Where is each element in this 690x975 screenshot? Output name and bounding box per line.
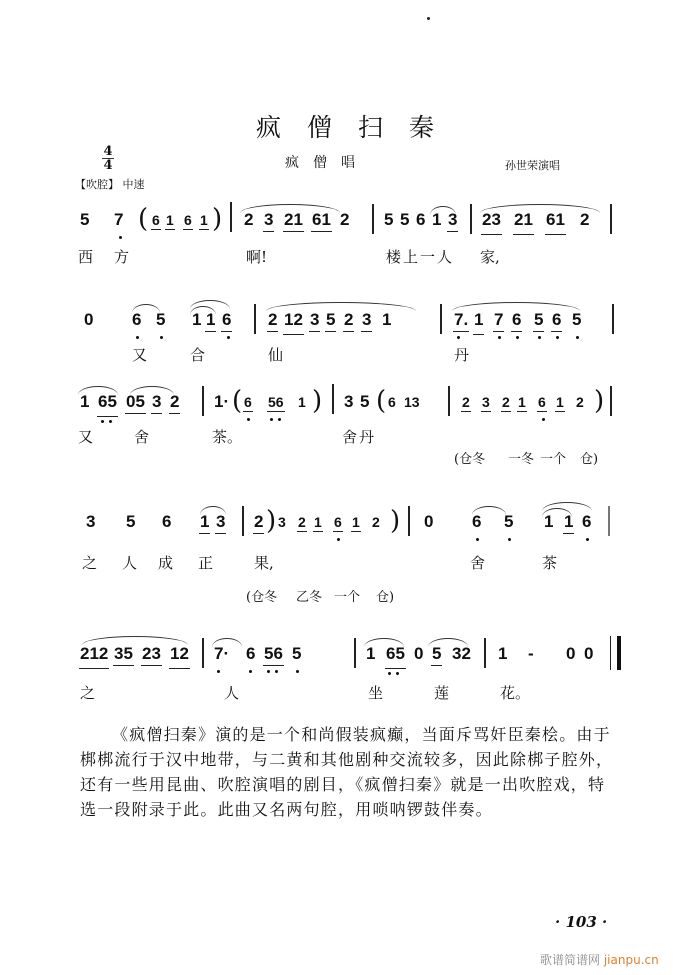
low-octave-dot	[498, 336, 501, 339]
lyric: 舍	[134, 428, 150, 446]
paren-close: )	[312, 386, 323, 416]
note: 6	[152, 212, 160, 228]
low-octave-dot	[542, 418, 545, 421]
note: 5	[326, 310, 336, 329]
note: 5	[360, 392, 370, 411]
note: 3	[152, 392, 162, 411]
note: 5	[432, 644, 442, 663]
note: 2	[502, 394, 510, 410]
barline	[610, 386, 612, 416]
note: 2	[580, 210, 590, 229]
note: 6	[162, 512, 172, 531]
note: 5	[80, 210, 90, 229]
note: 6	[582, 512, 592, 531]
paren-close: )	[212, 204, 223, 234]
lyric: 茶。	[212, 428, 243, 446]
note: 1	[192, 310, 202, 329]
barline	[242, 506, 244, 536]
role-label: 疯僧唱	[285, 155, 369, 171]
lyric: 正	[198, 554, 214, 572]
barline	[484, 638, 486, 668]
commentary-text: 《疯僧扫秦》演的是一个和尚假装疯癫，当面斥骂奸臣秦桧。由于梆梆流行于汉中地带，与二黄和其他剧种交流较多，因此除梆子腔外，还有一些用昆曲、吹腔演唱的剧目，《疯僧扫秦》就是一出吹腔戏，特选一段附录于此。此曲又名两句腔，用唢呐锣鼓伴奏。	[80, 725, 614, 819]
low-octave-dot	[538, 336, 541, 339]
percussion-syllable: 一冬	[508, 452, 535, 467]
note: 6	[246, 644, 256, 663]
note: 6	[416, 210, 426, 229]
note: 3	[344, 392, 354, 411]
style-marking: 【吹腔】 中速	[75, 178, 145, 191]
note: 6	[472, 512, 482, 531]
barline	[448, 386, 450, 416]
page-mark	[427, 17, 430, 20]
low-octave-dot	[388, 672, 391, 675]
note: 7.	[454, 310, 469, 329]
note: 6	[334, 514, 342, 530]
low-octave-dot	[160, 336, 163, 339]
note: 3	[278, 514, 286, 530]
lyric: 合	[190, 346, 206, 364]
low-octave-dot	[249, 670, 252, 673]
low-octave-dot	[556, 336, 559, 339]
note: 5	[572, 310, 582, 329]
lyric: 花。	[500, 684, 531, 702]
watermark-site: 歌谱简谱网	[540, 953, 601, 967]
note: 2	[344, 310, 354, 329]
note: 0	[584, 644, 594, 663]
note: -	[528, 644, 534, 663]
low-octave-dot	[396, 672, 399, 675]
note: 5	[400, 210, 410, 229]
note: 6	[552, 310, 562, 329]
low-octave-dot	[296, 670, 299, 673]
note: 5	[504, 512, 514, 531]
note: 21	[514, 210, 533, 229]
note: 2	[268, 310, 278, 329]
note: 21	[284, 210, 303, 229]
note: 1	[166, 212, 174, 228]
note: 212	[80, 644, 109, 663]
note: 3	[264, 210, 274, 229]
low-octave-dot	[508, 538, 511, 541]
low-octave-dot	[217, 670, 220, 673]
note: 65	[98, 392, 117, 411]
note: 1	[200, 212, 208, 228]
score-line-4	[78, 506, 618, 605]
note: 1	[366, 644, 376, 663]
note: 6	[512, 310, 522, 329]
note: 3	[216, 512, 226, 531]
note: 5	[534, 310, 544, 329]
watermark-url: jianpu.cn	[603, 953, 659, 967]
score-line-3	[78, 386, 618, 467]
low-octave-dot	[119, 236, 122, 239]
barline	[470, 204, 472, 234]
low-octave-dot	[136, 336, 139, 339]
lyric: 舍	[470, 554, 486, 572]
note: 23	[142, 644, 161, 663]
score-line-1	[78, 204, 618, 266]
percussion-syllable: 仓)	[376, 590, 395, 605]
barline	[354, 638, 356, 668]
barline	[612, 304, 614, 334]
low-octave-dot	[476, 538, 479, 541]
final-barline	[610, 636, 621, 670]
lyric: 之	[82, 554, 98, 572]
note: 1	[298, 394, 306, 410]
lyric: 方	[114, 248, 130, 266]
note: 1	[564, 512, 574, 531]
lyric: 楼上一人	[386, 248, 455, 266]
note: 3	[310, 310, 320, 329]
lyric: 茶	[542, 554, 558, 572]
note: 3	[86, 512, 96, 531]
note: 6	[222, 310, 232, 329]
note: 2	[170, 392, 180, 411]
note: 1	[474, 310, 484, 329]
note: 12	[284, 310, 303, 329]
note: 6	[388, 394, 396, 410]
paren-open: (	[138, 204, 149, 234]
note: 1	[80, 392, 90, 411]
barline	[408, 506, 410, 536]
lyric: 仙	[268, 346, 284, 364]
note: 6	[184, 212, 192, 228]
note: 61	[546, 210, 565, 229]
note: 2	[372, 514, 380, 530]
note: 3	[482, 394, 490, 410]
note: 6	[244, 394, 252, 410]
note: 0	[84, 310, 94, 329]
note: 1	[200, 512, 210, 531]
note: 56	[268, 394, 284, 410]
note: 1	[432, 210, 442, 229]
song-title: 疯僧扫秦	[255, 113, 460, 142]
note: 61	[312, 210, 331, 229]
percussion-syllable: (仓冬	[454, 452, 486, 467]
note: 3	[362, 310, 372, 329]
barline	[440, 304, 442, 334]
note: 1	[498, 644, 508, 663]
note: 5	[156, 310, 166, 329]
barline-dotted	[608, 506, 610, 536]
note: 23	[482, 210, 501, 229]
low-octave-dot	[247, 418, 250, 421]
percussion-syllable: (仓冬	[246, 590, 278, 605]
paren-open: (	[376, 386, 387, 416]
percussion-syllable: 一个	[334, 590, 361, 605]
low-octave-dot	[109, 420, 112, 423]
note: 0	[424, 512, 434, 531]
note: 5	[126, 512, 136, 531]
low-octave-dot	[275, 670, 278, 673]
low-octave-dot	[270, 418, 273, 421]
low-octave-dot	[101, 420, 104, 423]
watermark	[540, 951, 659, 968]
lyric: 舍丹	[342, 428, 377, 446]
performer-credit: 孙世荣演唱	[505, 159, 560, 172]
lyric: 西	[78, 248, 94, 266]
note: 1	[556, 394, 564, 410]
note: 1	[352, 514, 360, 530]
score-line-2	[78, 310, 618, 364]
note: 35	[114, 644, 133, 663]
note: 1	[544, 512, 554, 531]
note: 1	[314, 514, 322, 530]
time-signature-top: 4	[103, 144, 113, 159]
barline	[254, 304, 256, 334]
barline	[610, 204, 612, 234]
note: 2	[298, 514, 306, 530]
lyric: 啊!	[246, 248, 268, 266]
note: 56	[264, 644, 283, 663]
note: 32	[452, 644, 471, 663]
note: 7·	[214, 644, 230, 663]
lyric: 家,	[480, 248, 500, 266]
low-octave-dot	[278, 418, 281, 421]
lyric: 又	[132, 346, 148, 364]
barline	[202, 638, 204, 668]
note: 6	[132, 310, 142, 329]
paren-close: )	[594, 386, 605, 416]
note: 1	[382, 310, 392, 329]
note: 2	[244, 210, 254, 229]
lyric: 坐	[368, 684, 384, 702]
percussion-syllable: 仓)	[580, 452, 599, 467]
paren-close: )	[266, 506, 277, 536]
note: 05	[126, 392, 145, 411]
note: 2	[576, 394, 584, 410]
note: 1·	[214, 392, 230, 411]
low-octave-dot	[337, 538, 340, 541]
lyric: 人	[122, 554, 138, 572]
note: 5	[292, 644, 302, 663]
note: 1	[206, 310, 216, 329]
lyric: 莲	[434, 684, 450, 702]
barline	[202, 386, 204, 416]
lyric: 丹	[454, 346, 470, 364]
note: 65	[386, 644, 405, 663]
low-octave-dot	[576, 336, 579, 339]
paren-close: )	[390, 506, 401, 536]
score-line-5	[78, 644, 618, 702]
note: 0	[414, 644, 424, 663]
low-octave-dot	[516, 336, 519, 339]
note: 3	[448, 210, 458, 229]
note: 12	[170, 644, 189, 663]
note: 7	[114, 210, 124, 229]
note: 7	[494, 310, 504, 329]
note: 1	[518, 394, 526, 410]
note: 2	[462, 394, 470, 410]
lyric: 又	[78, 428, 94, 446]
low-octave-dot	[267, 670, 270, 673]
barline	[230, 202, 232, 232]
time-signature	[102, 146, 114, 171]
paren-open: (	[232, 386, 243, 416]
lyric: 人	[224, 684, 240, 702]
commentary-paragraph	[80, 722, 620, 822]
note: 0	[566, 644, 576, 663]
lyric: 之	[80, 684, 96, 702]
barline	[372, 204, 374, 234]
note: 5	[384, 210, 394, 229]
low-octave-dot	[586, 538, 589, 541]
low-octave-dot	[227, 336, 230, 339]
percussion-syllable: 乙冬	[296, 590, 323, 605]
note: 2	[340, 210, 350, 229]
lyric: 果,	[254, 554, 274, 572]
percussion-syllable: 一个	[540, 452, 567, 467]
note: 13	[404, 394, 420, 410]
barline	[332, 384, 334, 414]
time-signature-bottom: 4	[103, 158, 113, 173]
lyric: 成	[158, 554, 174, 572]
low-octave-dot	[457, 336, 460, 339]
note: 6	[538, 394, 546, 410]
note: 2	[254, 512, 264, 531]
page-number: · 103 ·	[555, 913, 608, 931]
